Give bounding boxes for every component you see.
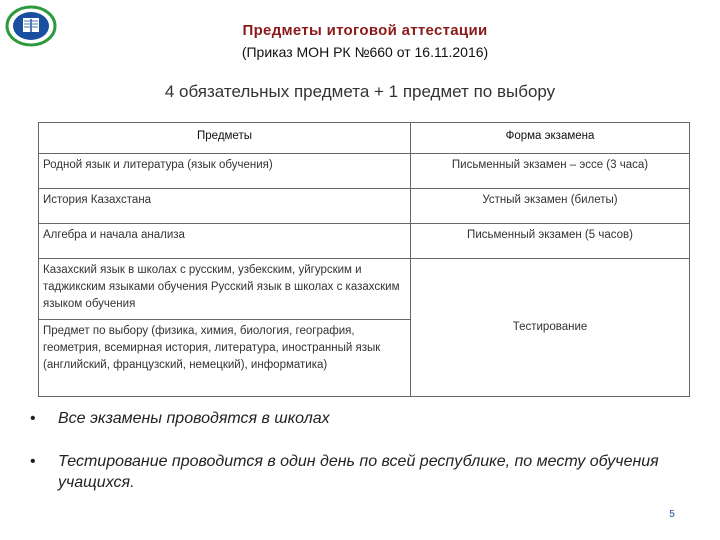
table-header-row [39, 123, 690, 154]
subject-cell: Алгебра и начала анализа [39, 224, 411, 259]
subject-cell: Предмет по выбору (физика, химия, биология, география, геометрия, всемирная история, литература, иностранный язык (английский, французский, немецкий), информатика) [39, 320, 411, 397]
column-header-exam-form: Форма экзамена [411, 123, 690, 154]
list-item [28, 408, 688, 429]
table-row [39, 224, 690, 259]
column-header-subjects: Предметы [39, 123, 411, 154]
subject-cell: Казахский язык в школах с русским, узбекским, уйгурским и таджикским языками обучения Русский язык в школах с казахским языком обучения [39, 259, 411, 320]
bullet-icon: • [30, 410, 36, 427]
table-row [39, 154, 690, 189]
page-number: 5 [669, 509, 675, 520]
bullet-icon: • [30, 453, 36, 470]
headline: 4 обязательных предмета + 1 предмет по выбору [164, 82, 556, 101]
bullet-text: Все экзамены проводятся в школах [58, 410, 330, 427]
exam-form-cell: Устный экзамен (билеты) [411, 189, 690, 224]
ministry-logo-icon [4, 4, 58, 48]
exam-form-cell: Письменный экзамен (5 часов) [411, 224, 690, 259]
page-subtitle: (Приказ МОН РК №660 от 16.11.2016) [241, 44, 489, 60]
bullet-text: Тестирование проводится в один день по всей республике, по месту обучения учащихся. [58, 453, 659, 491]
exam-form-cell: Письменный экзамен – эссе (3 часа) [411, 154, 690, 189]
table-row [39, 259, 690, 320]
table-row [39, 189, 690, 224]
list-item [28, 451, 688, 493]
subject-cell: История Казахстана [39, 189, 411, 224]
exam-form-cell: Тестирование [411, 259, 690, 397]
page-title: Предметы итоговой аттестации [242, 22, 488, 39]
subject-cell: Родной язык и литература (язык обучения) [39, 154, 411, 189]
bullet-list [28, 408, 688, 493]
exam-table [38, 122, 690, 397]
